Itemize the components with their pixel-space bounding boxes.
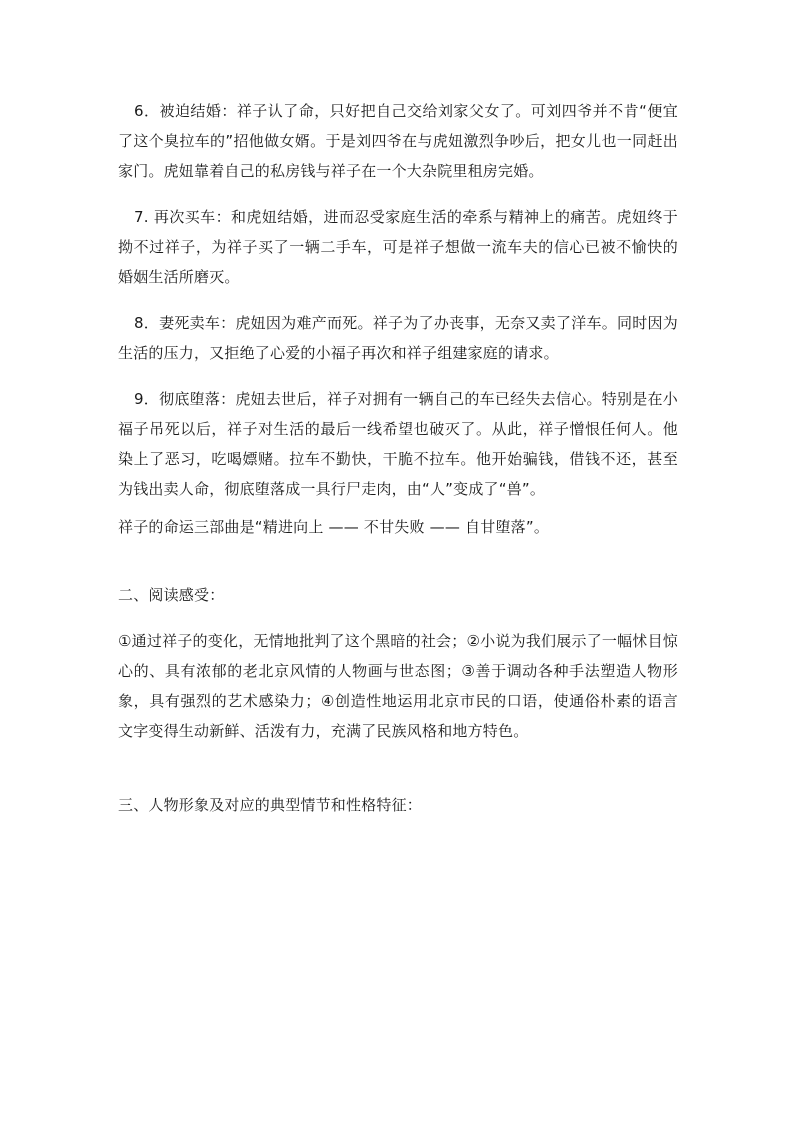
section-heading-characters: 三、人物形象及对应的典型情节和性格特征： — [118, 796, 423, 814]
paragraph-item-9: 9．彻底堕落：虎妞去世后，祥子对拥有一辆自己的车已经失去信心。特别是在小福子吊死以后，祥子对生活的最后一线希望也破灭了。从此，祥子憎恨任何人。他染上了恶习，吃喝嫖赌。拉车不勤快，干脆不拉车。他开始骗钱，借钱不还，甚至为钱出卖人命，彻底堕落成一具行尸走肉，由“人”变成了“兽”。 — [118, 390, 678, 498]
document-page — [118, 96, 678, 820]
paragraph-item-7: 7. 再次买车：和虎妞结婚，进而忍受家庭生活的牵系与精神上的痛苦。虎妞终于拗不过祥子，为祥子买了一辆二手车，可是祥子想做一流车夫的信心已被不愉快的婚姻生活所磨灭。 — [118, 208, 678, 286]
reading-feelings-body: ①通过祥子的变化，无情地批判了这个黑暗的社会；②小说为我们展示了一幅怵目惊心的、具有浓郁的老北京风情的人物画与世态图；③善于调动各种手法塑造人物形象，具有强烈的艺术感染力；④创造性地运用北京市民的口语，使通俗朴素的语言文字变得生动新鲜、活泼有力，充满了民族风格和地方特色。 — [118, 632, 678, 740]
paragraph-item-6: 6．被迫结婚：祥子认了命，只好把自己交给刘家父女了。可刘四爷并不肯“便宜了这个臭拉车的”招他做女婿。于是刘四爷在与虎妞激烈争吵后，把女儿也一同赶出家门。虎妞靠着自己的私房钱与祥子在一个大杂院里租房完婚。 — [118, 102, 678, 180]
fate-summary: 祥子的命运三部曲是“精进向上 —— 不甘失败 —— 自甘堕落”。 — [118, 518, 550, 536]
section-heading-reading-feelings: 二、阅读感受： — [118, 586, 225, 604]
paragraph-item-8: 8．妻死卖车：虎妞因为难产而死。祥子为了办丧事，无奈又卖了洋车。同时因为生活的压力，又拒绝了心爱的小福子再次和祥子组建家庭的请求。 — [118, 314, 678, 362]
